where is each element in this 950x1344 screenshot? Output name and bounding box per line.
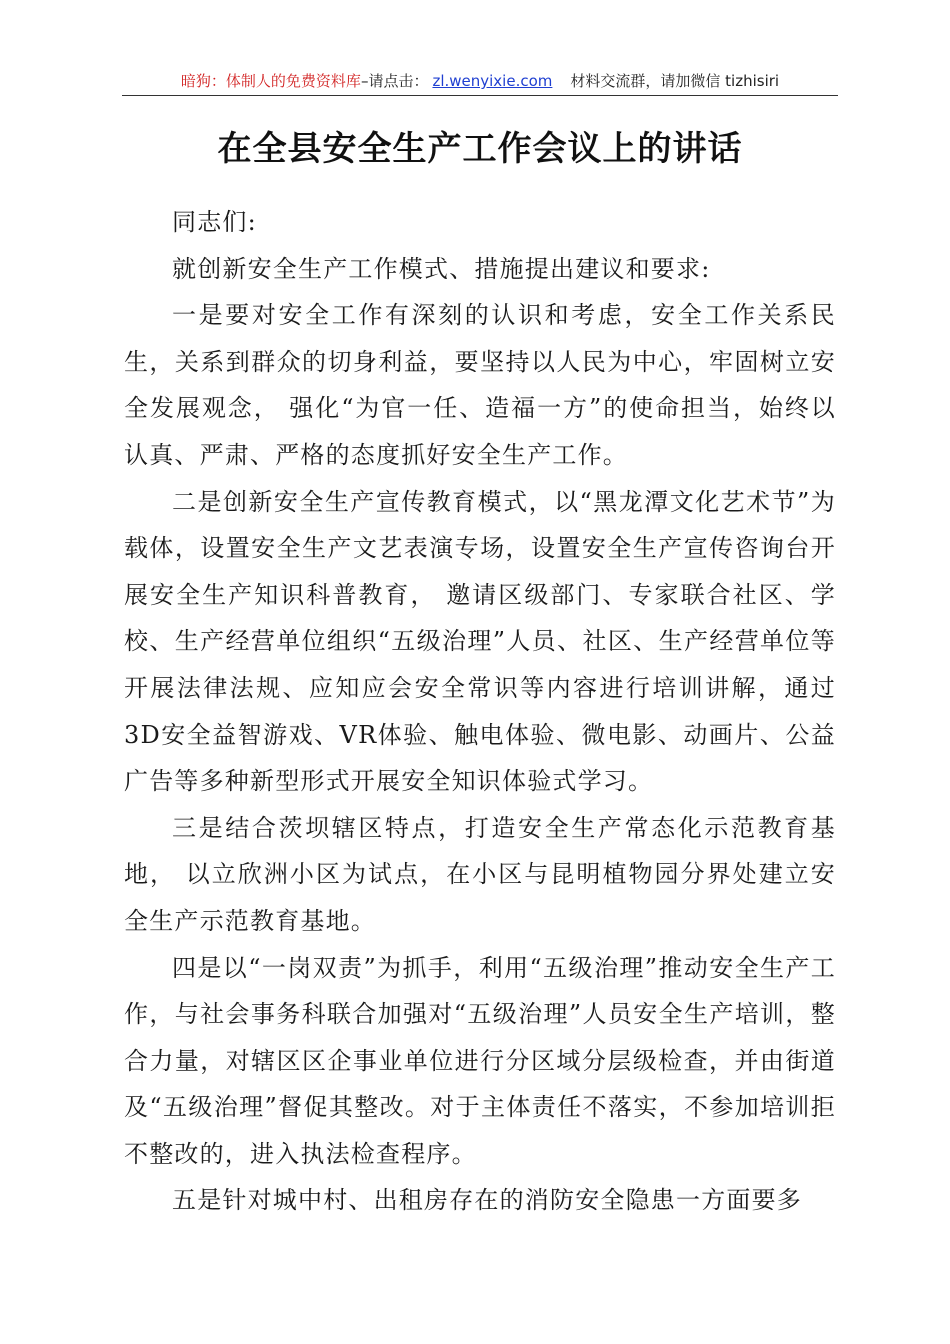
page-header bbox=[122, 68, 838, 94]
paragraph-point-3: 三是结合茨坝辖区特点，打造安全生产常态化示范教育基地， 以立欣洲小区为试点，在小区与昆明植物园分界处建立安全生产示范教育基地。 bbox=[124, 813, 836, 935]
document-title: 在全县安全生产工作会议上的讲话 bbox=[217, 129, 743, 169]
header-brand: 暗狗：体制人的免费资料库 bbox=[180, 72, 361, 90]
paragraph-intro: 就创新安全生产工作模式、措施提出建议和要求: bbox=[172, 254, 711, 283]
paragraph-point-2: 二是创新安全生产宣传教育模式，以“黑龙潭文化艺术节”为载体，设置安全生产文艺表演专场，设置安全生产宣传咨询台开展安全生产知识科普教育， 邀请区级部门、专家联合社区、学校、生产经营单位组织“五级治理”人员、社区、生产经营单位等开展法律法规、应知应会安全常识等内容进行培训讲解，通过3D安全益智游戏、VR体验、触电体验、微电影、动画片、公益广告等多种新型形式开展安全知识体验式学习。 bbox=[124, 487, 836, 796]
paragraph-salutation: 同志们: bbox=[172, 208, 257, 236]
header-prompt: –请点击： bbox=[360, 72, 429, 90]
header-link[interactable]: zl.wenyixie.com bbox=[432, 72, 553, 90]
paragraph-point-5: 五是针对城中村、出租房存在的消防安全隐患一方面要多 bbox=[172, 1186, 802, 1215]
paragraph-point-4: 四是以“一岗双责”为抓手，利用“五级治理”推动安全生产工作，与社会事务科联合加强对“五级治理”人员安全生产培训，整合力量，对辖区区企事业单位进行分区域分层级检查，并由街道及“五级治理”督促其整改。对于主体责任不落实，不参加培训拒不整改的，进入执法检查程序。 bbox=[124, 953, 836, 1168]
header-divider bbox=[122, 95, 838, 96]
header-contact: 材料交流群，请加微信 tizhisiri bbox=[570, 72, 780, 90]
document-body bbox=[124, 199, 836, 1224]
paragraph-point-1: 一是要对安全工作有深刻的认识和考虑，安全工作关系民生，关系到群众的切身利益，要坚持以人民为中心，牢固树立安全发展观念， 强化“为官一任、造福一方”的使命担当，始终以认真、严肃、严格的态度抓好安全生产工作。 bbox=[124, 301, 836, 469]
